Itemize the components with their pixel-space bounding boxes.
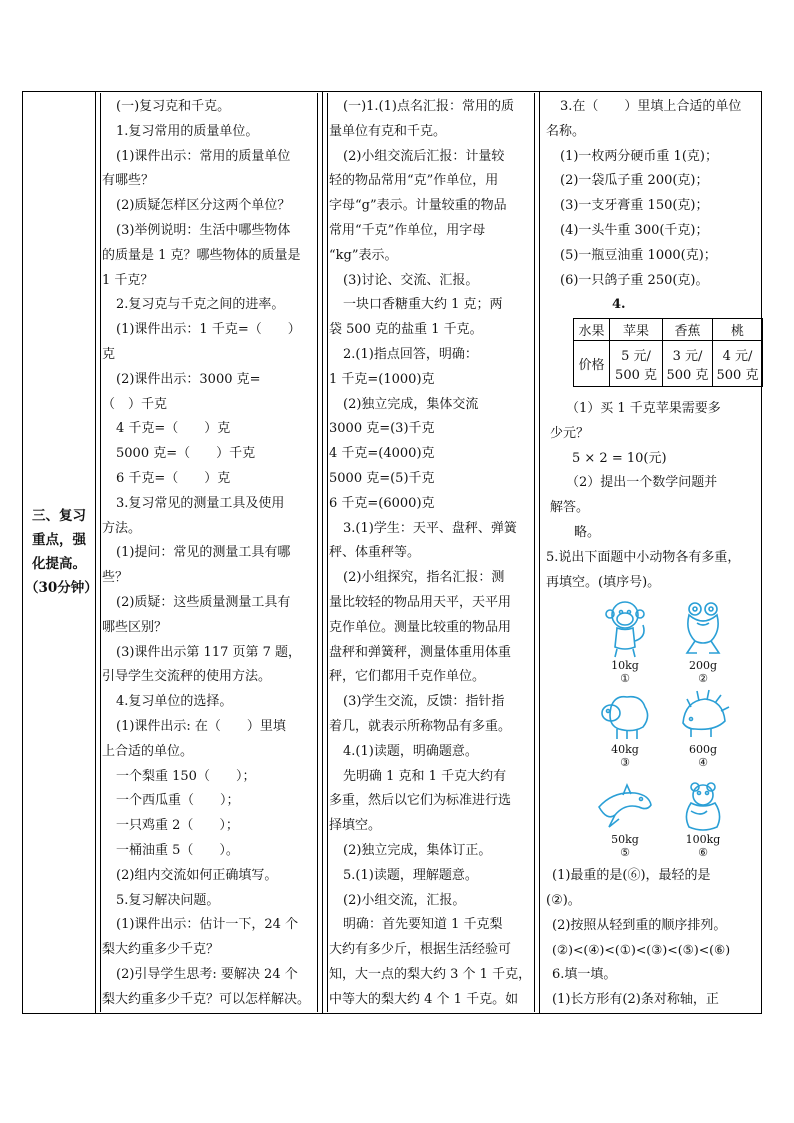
text-line: (2)质疑怎样区分这两个单位？ bbox=[116, 198, 291, 214]
text-line: (2)引导学生思考: 要解决 24 个 bbox=[116, 966, 298, 982]
text-line: 5.复习解决问题。 bbox=[116, 892, 220, 908]
text-line: (2)小组交流后汇报：计量较 bbox=[343, 148, 505, 164]
text-line: （ ）千克 bbox=[102, 396, 168, 412]
text-line: 知，大一点的梨大约 3 个 1 千克， bbox=[329, 966, 532, 982]
exercise-column bbox=[540, 92, 763, 1013]
fruit-header: 桃 bbox=[712, 319, 762, 341]
text-line: 3.复习常见的测量工具及使用 bbox=[116, 495, 285, 511]
text-line: (1)课件出示：估计一下，24 个 bbox=[116, 917, 299, 933]
text-line: 上合适的单位。 bbox=[102, 743, 194, 759]
price-cell: 5 元/ 500 克 bbox=[610, 341, 663, 387]
text-line: 一个西瓜重（ ）； bbox=[116, 793, 240, 809]
fruit-header: 苹果 bbox=[610, 319, 663, 341]
bear-icon bbox=[677, 777, 729, 833]
text-line: 有哪些？ bbox=[102, 173, 155, 189]
text-line: (3)讨论、交流、汇报。 bbox=[343, 272, 479, 288]
text-line: 先明确 1 克和 1 千克大约有 bbox=[343, 768, 507, 784]
text-line: (2)质疑：这些质量测量工具有 bbox=[116, 594, 291, 610]
exercise-text-mid: （1）买 1 千克苹果需要多 少元？ 5 × 2 = 10(元) （2）提出一个数学问题并 解答。 略。 5.说出下面题中小动物各有多重， 再填空。(填序号)。 bbox=[546, 401, 741, 590]
exercise-text-bottom: (1)最重的是(⑥)，最轻的是 (②)。 (2)按照从轻到重的顺序排列。 (②)<(④)<(①)<(③)<(⑤)<(⑥) 6.填一填。 (1)长方形有(2)条对称轴，正 bbox=[546, 868, 731, 1007]
text-line: 一只鸡重 2（ ）； bbox=[116, 818, 239, 834]
text-line: (2)小组探究，指名汇报：测 bbox=[343, 570, 505, 586]
text-line: 6 千克=（ ）克 bbox=[116, 470, 231, 486]
text-line: (2)独立完成，集体交流 bbox=[343, 396, 479, 412]
student-activity-text bbox=[323, 95, 539, 1012]
student-activity-column bbox=[323, 92, 540, 1013]
text-line: 克 bbox=[102, 346, 116, 362]
text-line: 1.复习常用的质量单位。 bbox=[116, 123, 259, 139]
lesson-table bbox=[22, 91, 762, 1014]
text-line: (一)复习克和千克。 bbox=[116, 99, 231, 114]
text-line: 5000 克=(5)千克 bbox=[329, 470, 435, 486]
text-line: (3)学生交流，反馈：指针指 bbox=[343, 694, 505, 710]
text-line: 3.(1)学生：天平、盘秤、弹簧 bbox=[343, 520, 517, 536]
hedgehog-icon bbox=[675, 687, 731, 743]
exercise-text-top: 3.在（ ）里填上合适的单位 名称。 (1)一枚两分硬币重 1(克)； (2)一袋瓜子重 200(克)； (3)一支牙膏重 150(克)； (4)一头牛重 300(千克)； (5)一瓶豆油重 1000(克)； (6)一只鸽子重 250(克)。 4. bbox=[546, 99, 742, 313]
frog-icon bbox=[677, 597, 729, 659]
animal-3: 40kg ③ bbox=[590, 687, 660, 769]
fruit-price-table bbox=[573, 318, 763, 387]
text-line: 秤，它们都用千克作单位。 bbox=[329, 669, 486, 685]
text-line: 的质量是 1 克？哪些物体的质量是 bbox=[102, 247, 301, 263]
text-line: (1)课件出示：常用的质量单位 bbox=[116, 148, 291, 164]
text-line: (1)提问：常见的测量工具有哪 bbox=[116, 545, 291, 561]
text-line: “kg”表示。 bbox=[329, 247, 398, 263]
text-line: 秤、体重秤等。 bbox=[329, 545, 421, 561]
text-line: 量单位有克和千克。 bbox=[329, 123, 447, 139]
text-line: 些？ bbox=[102, 570, 129, 586]
stage-column bbox=[23, 92, 96, 1013]
dolphin-icon bbox=[595, 777, 655, 833]
text-line: 3000 克=(3)千克 bbox=[329, 421, 435, 437]
text-line: 中等大的梨大约 4 个 1 千克。如 bbox=[329, 991, 519, 1007]
text-line: 2.复习克与千克之间的进率。 bbox=[116, 297, 285, 313]
text-line: 5.(1)读题，理解题意。 bbox=[343, 867, 478, 883]
text-line: 5000 克=（ ）千克 bbox=[116, 446, 256, 462]
sheep-icon bbox=[597, 687, 653, 743]
text-line: 4.复习单位的选择。 bbox=[116, 694, 233, 710]
teacher-activity-text bbox=[96, 95, 322, 1012]
text-line: (3)课件出示第 117 页第 7 题， bbox=[116, 644, 302, 660]
fruit-header: 水果 bbox=[574, 319, 610, 341]
text-line: (1)课件出示: 在（ ）里填 bbox=[116, 718, 286, 734]
text-line: 一块口香糖重大约 1 克；两 bbox=[343, 297, 503, 313]
text-line: 大约有多少斤，根据生活经验可 bbox=[329, 942, 512, 958]
text-line: (1)课件出示：1 千克=（ ） bbox=[116, 322, 301, 338]
text-line: 量比较轻的物品用天平，天平用 bbox=[329, 594, 512, 610]
teacher-activity-column bbox=[96, 92, 323, 1013]
text-line: 轻的物品常用“克”作单位，用 bbox=[329, 173, 499, 189]
text-line: 1 千克？ bbox=[102, 272, 154, 288]
text-line: (2)课件出示：3000 克= bbox=[116, 371, 261, 387]
text-line: 梨大约重多少千克？ bbox=[102, 942, 220, 958]
price-cell: 4 元/ 500 克 bbox=[712, 341, 762, 387]
text-line: (2)小组交流，汇报。 bbox=[343, 892, 466, 908]
text-line: 一个梨重 150（ ）； bbox=[116, 768, 256, 784]
text-line: (2)独立完成，集体订正。 bbox=[343, 842, 492, 858]
text-line: 1 千克=(1000)克 bbox=[329, 371, 435, 387]
monkey-icon bbox=[599, 597, 651, 659]
text-line: 梨大约重多少千克？可以怎样解决。 bbox=[102, 991, 311, 1007]
text-line: 哪些区别？ bbox=[102, 619, 168, 635]
text-line: 字母“g”表示。计量较重的物品 bbox=[329, 198, 507, 214]
text-line: 4.(1)读题，明确题意。 bbox=[343, 743, 478, 759]
animal-1: 10kg ① bbox=[590, 597, 660, 685]
price-cell: 3 元/ 500 克 bbox=[662, 341, 712, 387]
price-label: 价格 bbox=[574, 341, 610, 387]
text-line: 盘秤和弹簧秤，测量体重用体重 bbox=[329, 644, 512, 660]
text-line: 着几，就表示所称物品有多重。 bbox=[329, 718, 512, 734]
stage-label: 三、复习 重点，强 化提高。 （30分钟） bbox=[25, 508, 98, 596]
animal-4: 600g ④ bbox=[668, 687, 738, 769]
text-line: 多重，然后以它们为标准进行选 bbox=[329, 793, 512, 809]
text-line: 一桶油重 5（ ）。 bbox=[116, 842, 239, 858]
text-line: 袋 500 克的盐重 1 千克。 bbox=[329, 322, 483, 338]
animal-2: 200g ② bbox=[668, 597, 738, 685]
text-line: 4 千克=（ ）克 bbox=[116, 421, 231, 437]
text-line: 常用“千克”作单位，用字母 bbox=[329, 222, 486, 238]
text-line: (3)举例说明：生活中哪些物体 bbox=[116, 222, 291, 238]
text-line: 择填空。 bbox=[329, 818, 382, 834]
text-line: 明确：首先要知道 1 千克梨 bbox=[343, 917, 503, 933]
text-line: 方法。 bbox=[102, 520, 142, 536]
animal-5: 50kg ⑤ bbox=[590, 777, 660, 859]
animals-figure bbox=[590, 597, 740, 867]
text-line: (一)1.(1)点名汇报：常用的质 bbox=[343, 99, 514, 114]
text-line: 6 千克=(6000)克 bbox=[329, 495, 435, 511]
fruit-header: 香蕉 bbox=[662, 319, 712, 341]
text-line: 4 千克=(4000)克 bbox=[329, 446, 435, 462]
text-line: 引导学生交流秤的使用方法。 bbox=[102, 669, 272, 685]
text-line: 克作单位。测量比较重的物品用 bbox=[329, 619, 512, 635]
animal-6: 100kg ⑥ bbox=[668, 777, 738, 859]
text-line: 2.(1)指点回答，明确： bbox=[343, 346, 478, 362]
text-line: (2)组内交流如何正确填写。 bbox=[116, 867, 278, 883]
